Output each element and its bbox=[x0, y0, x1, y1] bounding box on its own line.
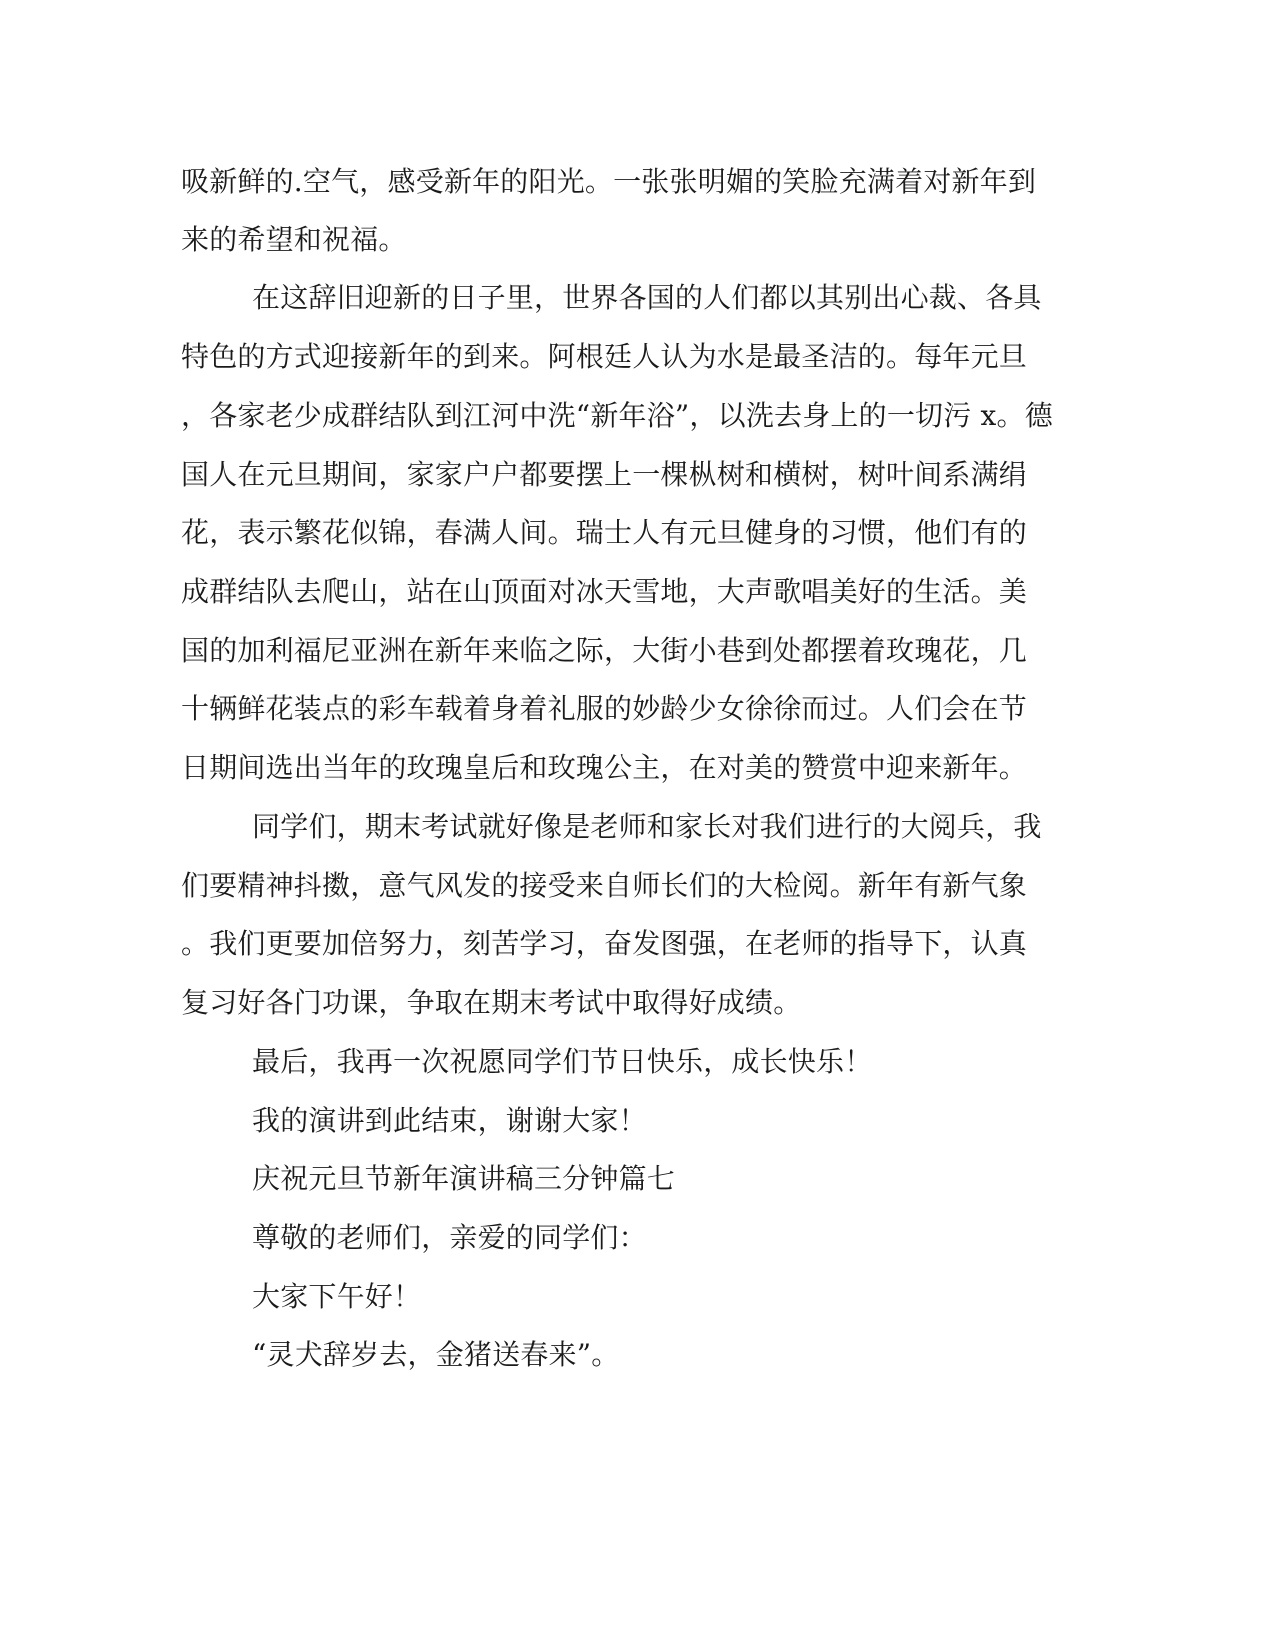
greeting-line: 大家下午好！ bbox=[252, 1280, 422, 1313]
text-line: 成群结队去爬山，站在山顶面对冰天雪地，大声歌唱美好的生活。美 bbox=[181, 575, 1028, 608]
text-line: 们要精神抖擞，意气风发的接受来自师长们的大检阅。新年有新气象 bbox=[181, 869, 1028, 902]
text-line: 国人在元旦期间，家家户户都要摆上一棵枞树和横树，树叶间系满绢 bbox=[181, 458, 1028, 491]
text-line: 吸新鲜的.空气，感受新年的阳光。一张张明媚的笑脸充满着对新年到 bbox=[181, 165, 1037, 198]
section-heading: 庆祝元旦节新年演讲稿三分钟篇七 bbox=[252, 1162, 676, 1195]
text-line: 特色的方式迎接新年的到来。阿根廷人认为水是最圣洁的。每年元旦 bbox=[181, 340, 1028, 373]
paragraph-start-line: 同学们，期末考试就好像是老师和家长对我们进行的大阅兵，我 bbox=[252, 810, 1042, 843]
text-line: 国的加利福尼亚洲在新年来临之际，大街小巷到处都摆着玫瑰花，几 bbox=[181, 634, 1028, 667]
text-line: 来的希望和祝福。 bbox=[181, 223, 407, 256]
text-line: 。我们更要加倍努力，刻苦学习，奋发图强，在老师的指导下，认真 bbox=[181, 927, 1028, 960]
text-line: 复习好各门功课，争取在期末考试中取得好成绩。 bbox=[181, 986, 802, 1019]
paragraph-start-line: 在这辞旧迎新的日子里，世界各国的人们都以其别出心裁、各具 bbox=[252, 281, 1042, 314]
text-line: 花，表示繁花似锦，春满人间。瑞士人有元旦健身的习惯，他们有的 bbox=[181, 516, 1028, 549]
paragraph-start-line: 我的演讲到此结束，谢谢大家！ bbox=[252, 1104, 647, 1137]
text-line: 日期间选出当年的玫瑰皇后和玫瑰公主，在对美的赞赏中迎来新年。 bbox=[181, 751, 1028, 784]
paragraph-start-line: 最后，我再一次祝愿同学们节日快乐，成长快乐！ bbox=[252, 1045, 873, 1078]
text-line: 十辆鲜花装点的彩车载着身着礼服的妙龄少女徐徐而过。人们会在节 bbox=[181, 692, 1028, 725]
salutation-line: 尊敬的老师们，亲爱的同学们： bbox=[252, 1221, 647, 1254]
quote-line: “灵犬辞岁去，金猪送春来”。 bbox=[252, 1338, 620, 1371]
text-line: ，各家老少成群结队到江河中洗“新年浴”，以洗去身上的一切污 x。德 bbox=[181, 399, 1053, 432]
